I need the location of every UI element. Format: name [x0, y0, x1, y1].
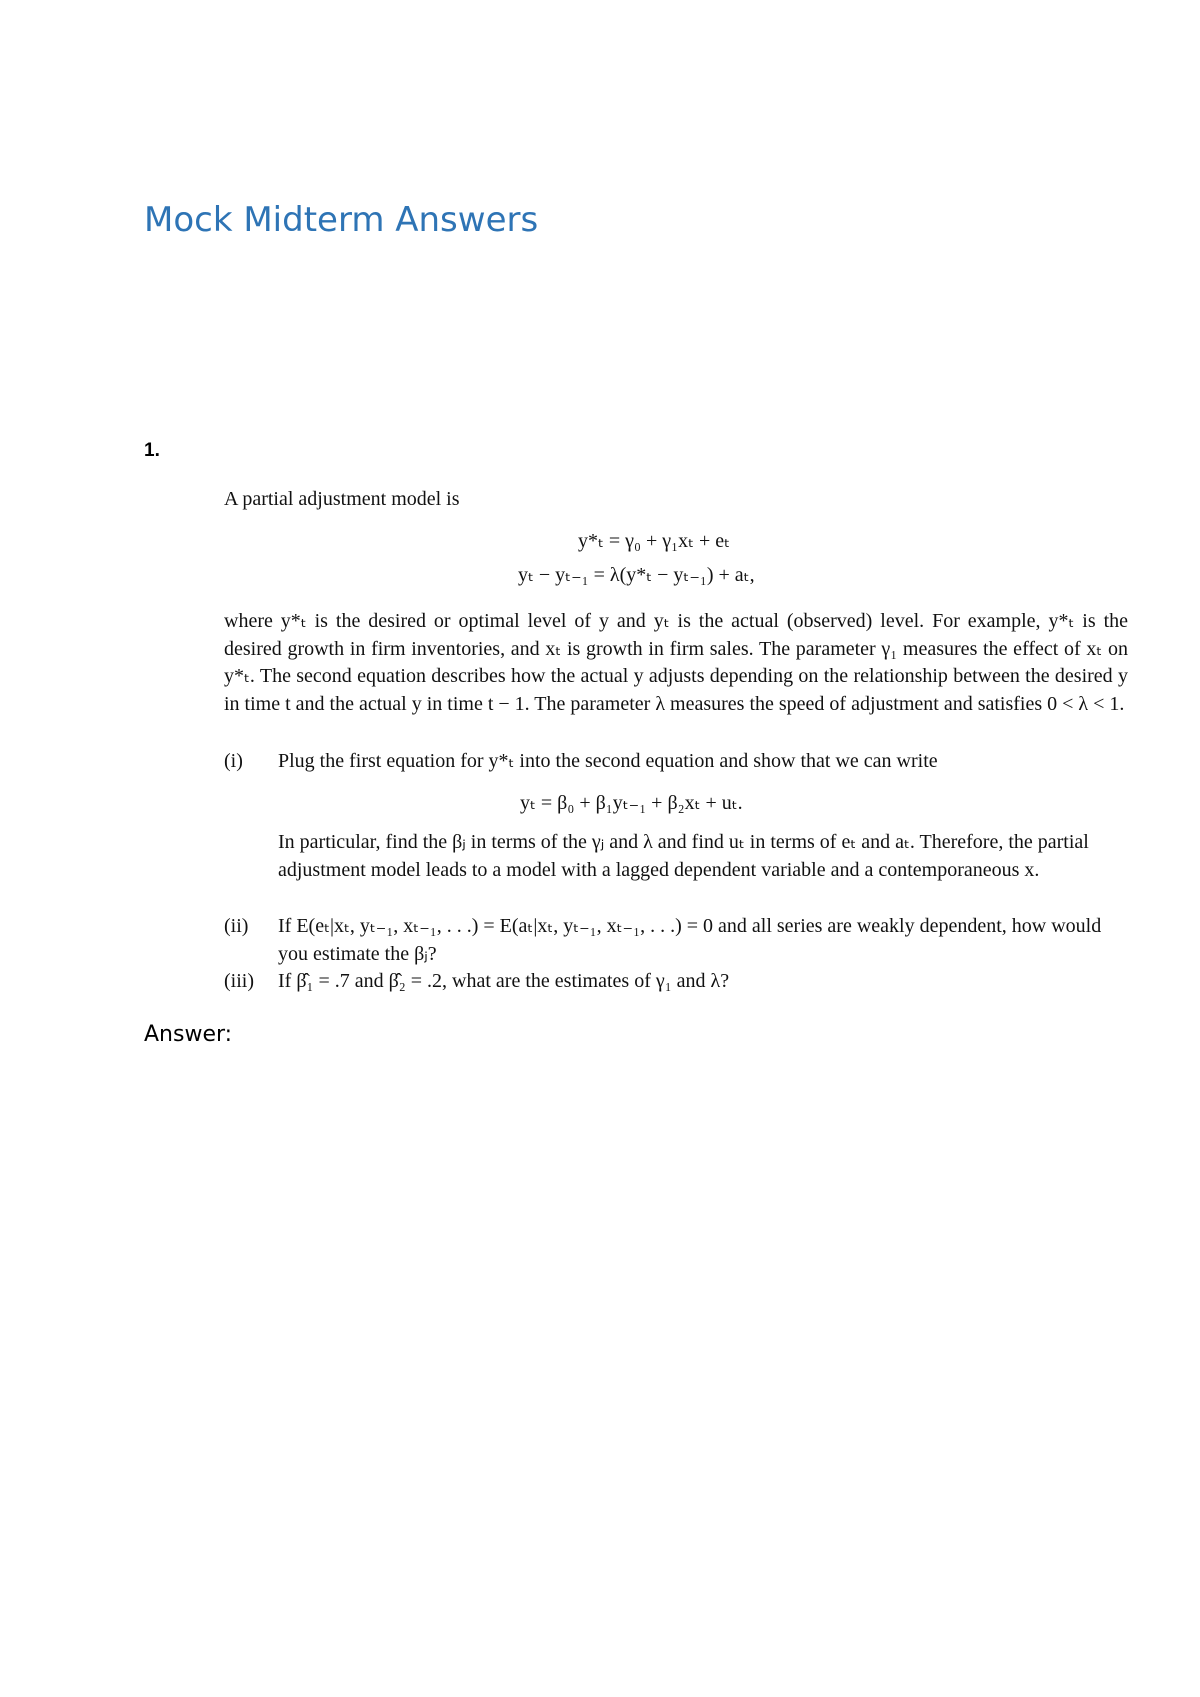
equation-adjustment: yₜ − yₜ₋₁ = λ(y*ₜ − yₜ₋₁) + aₜ,: [518, 564, 755, 586]
part-ii-text: If E(eₜ|xₜ, yₜ₋₁, xₜ₋₁, . . .) = E(aₜ|xₜ, yₜ₋₁, xₜ₋₁, . . .) = 0 and all series are weakly dependent, how would you estimate the βⱼ?: [278, 915, 1102, 965]
part-i-followup: In particular, find the βⱼ in terms of the γⱼ and λ and find uₜ in terms of eₜ and aₜ. Therefore, the partial adjustment model leads to a model with a lagged dependent variable and a contemporaneous x.: [278, 831, 1089, 881]
question-intro: A partial adjustment model is: [224, 488, 460, 510]
part-iii-label: (iii): [224, 970, 254, 992]
question-number: 1.: [144, 440, 160, 461]
equation-reduced-form: yₜ = β₀ + β₁yₜ₋₁ + β₂xₜ + uₜ.: [520, 792, 743, 814]
equation-desired-level: y*ₜ = γ₀ + γ₁xₜ + eₜ: [578, 530, 731, 552]
part-i-label: (i): [224, 750, 243, 772]
question-paragraph: where y*ₜ is the desired or optimal level of y and yₜ is the actual (observed) level. For example, y*ₜ is the desired growth in firm inventories, and xₜ is growth in firm sales. The parameter γ₁ measures the effect of xₜ on y*ₜ. The second equation describes how the actual y adjusts depending on the relationship between the desired y in time t and the actual y in time t − 1. The parameter λ measures the speed of adjustment and satisfies 0 < λ < 1.: [224, 610, 1128, 715]
part-ii-label: (ii): [224, 915, 249, 937]
answer-label: Answer:: [144, 1022, 233, 1047]
document-title: Mock Midterm Answers: [144, 200, 539, 240]
part-iii-text: If β̂₁ = .7 and β̂₂ = .2, what are the estimates of γ₁ and λ?: [278, 970, 730, 992]
part-i-text: Plug the first equation for y*ₜ into the second equation and show that we can write: [278, 750, 938, 772]
